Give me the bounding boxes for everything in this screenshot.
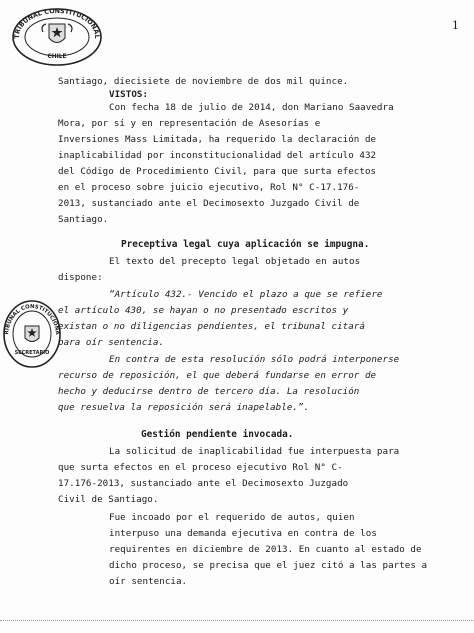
quote-line: el artículo 430, se hayan o no presentado escritos y [58, 305, 349, 316]
text-line: que surta efectos en el proceso ejecutivo Rol N° C- [58, 462, 343, 473]
text-line: del Código de Procedimiento Civil, para que surta efectos [58, 166, 377, 177]
text-line: 17.176-2013, sustanciado ante el Decimosexto Juzgado [58, 478, 349, 489]
text-line: dicho proceso, se precisa que el juez citó a las partes a [109, 560, 428, 571]
text-line: interpuso una demanda ejecutiva en contra de los [109, 528, 377, 539]
text-line: Inversiones Mass Limitada, ha requerido la declaración de [58, 134, 377, 145]
quote-line: recurso de reposición, el que deberá fundarse en error de [58, 370, 377, 381]
text-line: Civil de Santiago. [58, 494, 159, 505]
seal-top-title: TRIBUNAL CONSTITUCIONAL [12, 6, 102, 39]
quote-line: “Artículo 432.- Vencido el plazo a que se refiere [109, 289, 383, 300]
text-line: requirentes en diciembre de 2013. En cuanto al estado de [109, 544, 422, 555]
text-line: Mora, por sí y en representación de Asesorías e [58, 118, 321, 129]
section-heading-gestion: Gestión pendiente invocada. [141, 429, 294, 440]
text-line: en el proceso sobre juicio ejecutivo, Rol N° C-17.176- [58, 182, 360, 193]
text-line: Fue incoado por el requerido de autos, quien [109, 512, 355, 523]
quote-line: para oír sentencia. [58, 337, 165, 348]
seal-top-country: CHILE [47, 54, 67, 60]
quote-line: En contra de esta resolución sólo podrá interponerse [109, 354, 400, 365]
quote-line: hecho y deducirse dentro de tercero día. La resolución [58, 386, 360, 397]
text-line: inaplicabilidad por inconstitucionalidad del artículo 432 [58, 150, 377, 161]
page-number: 1 [452, 19, 459, 32]
tribunal-seal-top [10, 6, 104, 68]
page-bottom-edge [0, 620, 474, 633]
text-line: El texto del precepto legal objetado en autos [109, 256, 361, 267]
quote-line: existan o no diligencias pendientes, el tribunal citará [58, 321, 365, 332]
section-label-vistos: VISTOS: [109, 89, 149, 100]
text-line: 2013, sustanciado ante el Decimosexto Juzgado Civil de [58, 198, 360, 209]
seal-left-title: RIBUNAL CONSTITUCIONA [3, 303, 61, 336]
text-line: Con fecha 18 de julio de 2014, don Mariano Saavedra [109, 102, 394, 113]
secretary-seal-left [0, 298, 62, 370]
text-line: dispone: [58, 272, 103, 283]
text-line: La solicitud de inaplicabilidad fue interpuesta para [109, 446, 400, 457]
text-line: oír sentencia. [109, 576, 188, 587]
text-line: Santiago, diecisiete de noviembre de dos mil quince. [58, 76, 349, 87]
text-line: Santiago. [58, 214, 109, 225]
quote-line: que resuelva la reposición será inapelable.”. [58, 402, 310, 413]
section-heading-preceptiva: Preceptiva legal cuya aplicación se impugna. [121, 239, 370, 250]
seal-left-role: SECRETARIO [14, 350, 50, 356]
